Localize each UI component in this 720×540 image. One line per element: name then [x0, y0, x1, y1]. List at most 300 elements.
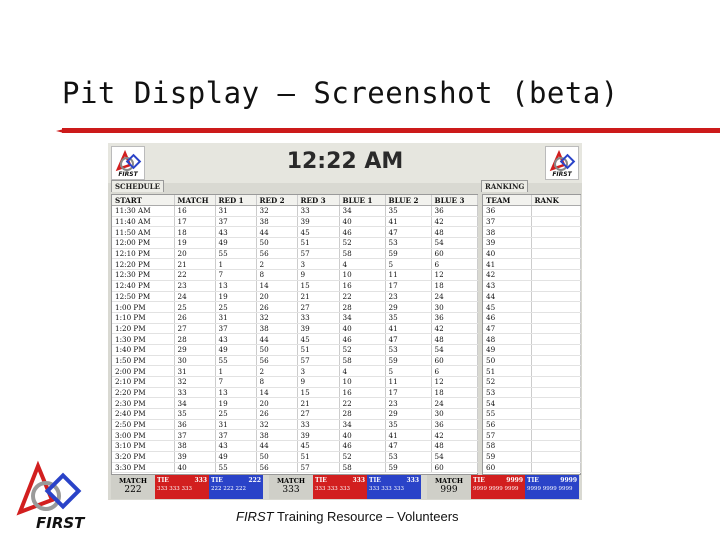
table-cell [531, 366, 580, 377]
table-cell: 37 [174, 430, 215, 441]
table-cell: 35 [385, 206, 431, 217]
schedule-column-header: START [112, 195, 174, 206]
table-cell: 52 [339, 238, 385, 249]
table-cell: 40 [174, 462, 215, 473]
table-cell: 43 [215, 334, 256, 345]
table-cell: 3:30 PM [112, 462, 174, 473]
table-cell: 32 [256, 312, 297, 323]
blue-score: 9999 [560, 477, 577, 484]
table-cell: 50 [256, 238, 297, 249]
table-cell: 1:30 PM [112, 334, 174, 345]
table-cell [531, 334, 580, 345]
table-cell: 46 [339, 334, 385, 345]
table-cell: 33 [174, 387, 215, 398]
tie-label: TIE [527, 477, 539, 484]
table-cell: 2:40 PM [112, 409, 174, 420]
table-cell: 30 [431, 409, 477, 420]
table-cell: 53 [385, 238, 431, 249]
table-cell: 3 [297, 259, 339, 270]
table-cell: 44 [256, 334, 297, 345]
table-cell: 20 [256, 398, 297, 409]
table-cell: 32 [256, 206, 297, 217]
table-cell: 2 [256, 366, 297, 377]
table-cell: 39 [483, 238, 531, 249]
table-row [483, 430, 580, 441]
table-cell: 58 [483, 441, 531, 452]
table-cell: 11 [385, 377, 431, 388]
table-cell: 41 [385, 216, 431, 227]
table-cell: 53 [385, 451, 431, 462]
table-cell: 57 [483, 430, 531, 441]
table-cell: 34 [339, 206, 385, 217]
table-cell: 6 [431, 259, 477, 270]
table-cell: 5 [385, 366, 431, 377]
table-cell: 60 [431, 355, 477, 366]
table-cell: 55 [215, 462, 256, 473]
table-cell: 31 [174, 366, 215, 377]
table-cell: 39 [174, 451, 215, 462]
table-cell: 59 [385, 248, 431, 259]
table-cell: 9 [297, 377, 339, 388]
table-cell: 35 [385, 312, 431, 323]
table-cell: 49 [215, 238, 256, 249]
table-row [112, 312, 477, 323]
table-cell: 33 [297, 419, 339, 430]
blue-teams: 333 333 333 [369, 486, 404, 492]
table-cell: 56 [483, 419, 531, 430]
table-cell: 57 [297, 462, 339, 473]
table-cell: 29 [385, 302, 431, 313]
table-cell: 44 [256, 227, 297, 238]
table-cell: 40 [339, 216, 385, 227]
table-cell: 58 [339, 355, 385, 366]
table-cell [531, 377, 580, 388]
table-cell: 10 [339, 377, 385, 388]
footer-text: Training Resource – Volunteers [273, 509, 459, 524]
match-number-box [427, 475, 471, 499]
table-cell: 13 [215, 280, 256, 291]
blue-score: 222 [248, 477, 261, 484]
match-bar [427, 475, 579, 499]
table-cell [531, 270, 580, 281]
table-row [112, 334, 477, 345]
table-cell: 36 [431, 312, 477, 323]
table-cell: 51 [297, 344, 339, 355]
table-row [112, 259, 477, 270]
table-row [483, 259, 580, 270]
table-cell: 33 [297, 206, 339, 217]
table-cell: 2:50 PM [112, 419, 174, 430]
table-row [483, 227, 580, 238]
table-cell: 38 [256, 323, 297, 334]
table-cell: 1:20 PM [112, 323, 174, 334]
table-cell: 19 [215, 398, 256, 409]
table-cell: 41 [483, 259, 531, 270]
table-cell: 30 [431, 302, 477, 313]
table-cell: 1:50 PM [112, 355, 174, 366]
table-cell: 17 [385, 280, 431, 291]
table-cell: 11:40 AM [112, 216, 174, 227]
table-cell: 41 [385, 323, 431, 334]
table-cell [531, 248, 580, 259]
table-cell: 8 [256, 270, 297, 281]
table-cell [531, 451, 580, 462]
table-cell: 44 [483, 291, 531, 302]
table-cell: 51 [297, 238, 339, 249]
table-cell: 2:00 PM [112, 366, 174, 377]
table-cell [531, 238, 580, 249]
table-row [112, 398, 477, 409]
table-cell: 4 [339, 259, 385, 270]
table-cell: 27 [297, 302, 339, 313]
table-row [483, 248, 580, 259]
svg-text:FIRST: FIRST [36, 514, 85, 532]
table-cell [531, 323, 580, 334]
table-row [112, 344, 477, 355]
table-cell [531, 398, 580, 409]
schedule-column-header: MATCH [174, 195, 215, 206]
table-cell: 55 [215, 355, 256, 366]
table-cell: 26 [256, 302, 297, 313]
table-cell: 3:20 PM [112, 451, 174, 462]
pit-display-screenshot [108, 143, 582, 500]
match-number-box [111, 475, 155, 499]
table-cell: 15 [297, 280, 339, 291]
table-cell [531, 227, 580, 238]
table-row [112, 227, 477, 238]
table-row [112, 419, 477, 430]
table-cell: 4 [339, 366, 385, 377]
table-cell: 56 [256, 462, 297, 473]
schedule-column-header: RED 2 [256, 195, 297, 206]
table-cell: 45 [297, 441, 339, 452]
table-cell: 46 [339, 441, 385, 452]
schedule-column-header: BLUE 2 [385, 195, 431, 206]
table-row [112, 355, 477, 366]
table-cell: 57 [297, 248, 339, 259]
table-cell: 16 [339, 280, 385, 291]
table-cell [531, 441, 580, 452]
table-cell: 28 [339, 302, 385, 313]
table-row [112, 291, 477, 302]
schedule-column-header: RED 3 [297, 195, 339, 206]
table-row [483, 206, 580, 217]
table-row [483, 419, 580, 430]
schedule-column-header: RED 1 [215, 195, 256, 206]
svg-text:FIRST: FIRST [552, 171, 572, 178]
table-row [112, 462, 477, 473]
table-cell: 18 [431, 280, 477, 291]
table-cell: 39 [297, 323, 339, 334]
table-cell: 3:10 PM [112, 441, 174, 452]
table-cell: 22 [339, 398, 385, 409]
table-cell: 14 [256, 387, 297, 398]
blue-alliance-box [367, 475, 421, 499]
slide-title: Pit Display – Screenshot (beta) [62, 76, 619, 110]
table-row [112, 216, 477, 227]
table-row [483, 334, 580, 345]
table-cell: 13 [215, 387, 256, 398]
table-cell: 2:30 PM [112, 398, 174, 409]
table-cell: 2 [256, 259, 297, 270]
table-cell: 59 [385, 462, 431, 473]
table-row [483, 291, 580, 302]
red-score: 333 [194, 477, 207, 484]
table-cell: 47 [385, 334, 431, 345]
table-cell: 16 [339, 387, 385, 398]
table-cell: 1:40 PM [112, 344, 174, 355]
table-cell [531, 462, 580, 473]
table-cell: 27 [297, 409, 339, 420]
table-cell [531, 419, 580, 430]
table-cell: 48 [483, 334, 531, 345]
schedule-table [112, 195, 478, 473]
table-cell [531, 344, 580, 355]
table-cell: 52 [339, 344, 385, 355]
table-cell: 1:00 PM [112, 302, 174, 313]
table-cell: 54 [431, 344, 477, 355]
match-number: 999 [440, 485, 458, 495]
table-cell: 21 [297, 398, 339, 409]
table-cell: 53 [483, 387, 531, 398]
red-alliance-box [155, 475, 209, 499]
table-cell: 38 [483, 227, 531, 238]
table-cell: 17 [174, 216, 215, 227]
table-cell: 37 [215, 323, 256, 334]
table-cell: 54 [431, 451, 477, 462]
table-cell: 36 [483, 206, 531, 217]
table-cell [531, 259, 580, 270]
table-cell: 40 [339, 323, 385, 334]
table-cell: 12:50 PM [112, 291, 174, 302]
table-cell: 12 [431, 270, 477, 281]
table-row [112, 451, 477, 462]
table-cell: 31 [215, 312, 256, 323]
table-row [483, 302, 580, 313]
table-row [483, 441, 580, 452]
display-header [108, 143, 582, 183]
table-cell: 38 [256, 430, 297, 441]
match-bar [111, 475, 263, 499]
table-cell: 56 [256, 248, 297, 259]
table-cell: 22 [174, 270, 215, 281]
table-cell: 14 [256, 280, 297, 291]
table-cell: 37 [483, 216, 531, 227]
table-row [483, 270, 580, 281]
table-cell [531, 206, 580, 217]
ranking-column-header: TEAM [483, 195, 531, 206]
table-cell: 48 [431, 227, 477, 238]
table-cell: 29 [385, 409, 431, 420]
table-cell: 7 [215, 377, 256, 388]
table-cell: 7 [215, 270, 256, 281]
schedule-panel [111, 194, 478, 475]
ranking-table [483, 195, 581, 473]
red-teams: 9999 9999 9999 [473, 486, 519, 492]
table-cell: 37 [215, 430, 256, 441]
table-cell: 60 [431, 248, 477, 259]
table-cell: 16 [174, 206, 215, 217]
table-cell: 48 [431, 441, 477, 452]
table-cell: 51 [483, 366, 531, 377]
footer-brand: FIRST [236, 509, 274, 524]
table-cell: 6 [431, 366, 477, 377]
table-row [483, 398, 580, 409]
table-cell: 37 [215, 216, 256, 227]
red-teams: 333 333 333 [315, 486, 350, 492]
table-cell: 11:50 AM [112, 227, 174, 238]
table-cell: 36 [174, 419, 215, 430]
table-row [483, 323, 580, 334]
table-cell: 32 [256, 419, 297, 430]
ranking-column-header: RANK [531, 195, 580, 206]
match-label: MATCH [434, 477, 464, 485]
table-row [112, 270, 477, 281]
table-row [483, 462, 580, 473]
table-row [483, 377, 580, 388]
table-cell: 25 [215, 409, 256, 420]
table-cell: 54 [483, 398, 531, 409]
table-cell: 39 [297, 430, 339, 441]
table-cell: 3:00 PM [112, 430, 174, 441]
table-cell: 19 [174, 238, 215, 249]
blue-teams: 9999 9999 9999 [527, 486, 573, 492]
tie-label: TIE [369, 477, 381, 484]
table-cell: 40 [339, 430, 385, 441]
table-cell: 25 [174, 302, 215, 313]
table-row [483, 312, 580, 323]
table-row [483, 344, 580, 355]
table-cell [531, 387, 580, 398]
red-teams: 333 333 333 [157, 486, 192, 492]
table-cell: 59 [483, 451, 531, 462]
table-cell: 12 [431, 377, 477, 388]
table-cell: 47 [385, 227, 431, 238]
red-score: 9999 [506, 477, 523, 484]
table-cell: 12:00 PM [112, 238, 174, 249]
schedule-column-header: BLUE 1 [339, 195, 385, 206]
table-row [112, 366, 477, 377]
red-alliance-box [313, 475, 367, 499]
tab-ranking[interactable]: RANKING [481, 180, 528, 192]
table-row [112, 280, 477, 291]
table-row [112, 441, 477, 452]
table-cell: 35 [174, 409, 215, 420]
table-cell: 45 [297, 227, 339, 238]
table-cell: 52 [483, 377, 531, 388]
table-cell: 26 [256, 409, 297, 420]
table-cell: 45 [483, 302, 531, 313]
tie-label: TIE [211, 477, 223, 484]
table-cell: 24 [431, 398, 477, 409]
table-cell: 47 [483, 323, 531, 334]
table-cell: 58 [339, 462, 385, 473]
table-cell: 60 [431, 462, 477, 473]
table-cell: 43 [215, 227, 256, 238]
table-cell: 41 [385, 430, 431, 441]
table-cell [531, 216, 580, 227]
tie-label: TIE [473, 477, 485, 484]
table-cell: 56 [256, 355, 297, 366]
table-cell: 26 [174, 312, 215, 323]
table-cell: 12:20 PM [112, 259, 174, 270]
table-row [112, 377, 477, 388]
table-cell: 57 [297, 355, 339, 366]
table-cell: 31 [215, 206, 256, 217]
table-cell: 54 [431, 238, 477, 249]
table-cell: 42 [431, 323, 477, 334]
table-cell: 42 [483, 270, 531, 281]
table-cell: 46 [483, 312, 531, 323]
table-cell: 2:20 PM [112, 387, 174, 398]
table-cell: 9 [297, 270, 339, 281]
table-cell: 49 [215, 451, 256, 462]
table-cell: 20 [174, 248, 215, 259]
match-bar [269, 475, 421, 499]
table-cell: 53 [385, 344, 431, 355]
table-cell: 2:10 PM [112, 377, 174, 388]
table-cell: 23 [385, 398, 431, 409]
title-divider [62, 128, 720, 133]
table-cell: 1:10 PM [112, 312, 174, 323]
table-cell: 23 [174, 280, 215, 291]
table-cell: 35 [385, 419, 431, 430]
table-cell: 49 [215, 344, 256, 355]
table-cell [531, 291, 580, 302]
table-cell: 47 [385, 441, 431, 452]
table-cell: 18 [431, 387, 477, 398]
title-divider-tip [56, 129, 64, 133]
table-cell: 21 [174, 259, 215, 270]
match-number: 222 [124, 485, 142, 495]
first-logo-icon [12, 460, 96, 534]
table-cell: 12:40 PM [112, 280, 174, 291]
table-cell: 5 [385, 259, 431, 270]
tie-label: TIE [315, 477, 327, 484]
table-cell: 51 [297, 451, 339, 462]
table-row [483, 387, 580, 398]
clock-display: 12:22 AM [286, 149, 404, 174]
table-cell: 50 [256, 451, 297, 462]
table-cell: 24 [174, 291, 215, 302]
table-cell: 43 [483, 280, 531, 291]
table-cell: 21 [297, 291, 339, 302]
table-row [112, 238, 477, 249]
table-cell: 36 [431, 419, 477, 430]
table-cell: 44 [256, 441, 297, 452]
table-cell: 50 [256, 344, 297, 355]
table-cell: 19 [215, 291, 256, 302]
table-row [112, 387, 477, 398]
footer-caption [236, 509, 459, 524]
table-cell: 39 [297, 216, 339, 227]
table-cell: 55 [483, 409, 531, 420]
table-cell: 40 [483, 248, 531, 259]
table-cell: 30 [174, 355, 215, 366]
table-cell: 11:30 AM [112, 206, 174, 217]
table-row [483, 451, 580, 462]
blue-score: 333 [406, 477, 419, 484]
table-cell: 10 [339, 270, 385, 281]
table-cell [531, 355, 580, 366]
schedule-column-header: BLUE 3 [431, 195, 477, 206]
ranking-panel [482, 194, 581, 475]
table-cell: 29 [174, 344, 215, 355]
table-cell: 20 [256, 291, 297, 302]
tab-schedule[interactable]: SCHEDULE [111, 180, 164, 192]
table-row [112, 302, 477, 313]
blue-alliance-box [525, 475, 579, 499]
